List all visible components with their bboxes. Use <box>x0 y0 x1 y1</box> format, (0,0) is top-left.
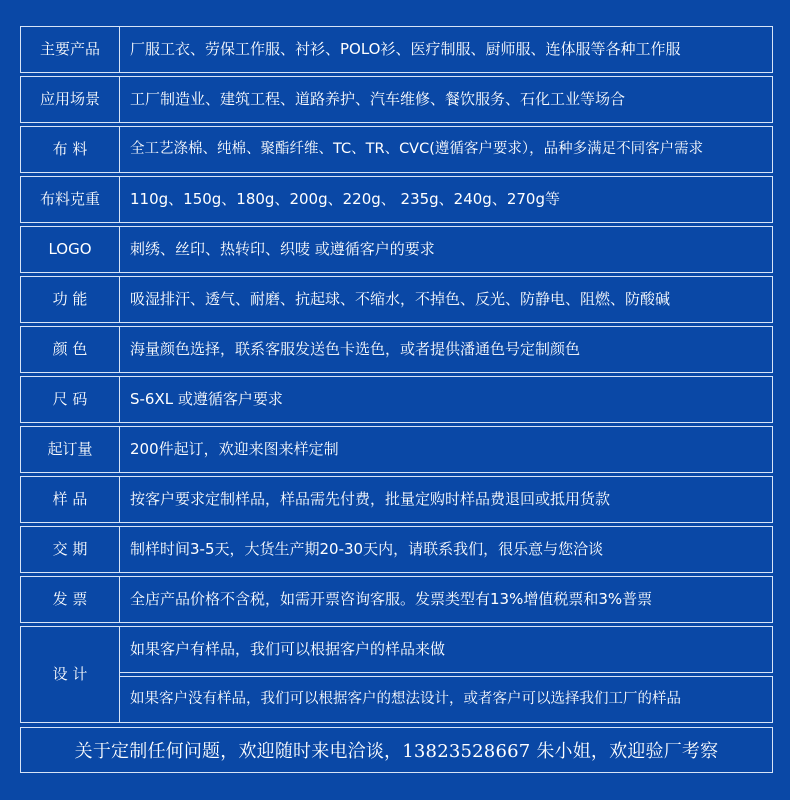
label-moq: 起订量 <box>20 426 120 473</box>
label-fabric-weight: 布料克重 <box>20 176 120 223</box>
label-size: 尺 码 <box>20 376 120 423</box>
value-size: S-6XL 或遵循客户要求 <box>119 376 773 423</box>
value-function: 吸湿排汗、透气、耐磨、抗起球、不缩水，不掉色、反光、防静电、阻燃、防酸碱 <box>119 276 773 323</box>
value-delivery: 制样时间3-5天，大货生产期20-30天内，请联系我们，很乐意与您洽谈 <box>119 526 773 573</box>
value-fabric-weight: 110g、150g、180g、200g、220g、 235g、240g、270g等 <box>119 176 773 223</box>
label-samples: 样 品 <box>20 476 120 523</box>
value-fabric: 全工艺涤棉、纯棉、聚酯纤维、TC、TR、CVC(遵循客户要求），品种多满足不同客户需求 <box>119 126 773 173</box>
label-fabric: 布 料 <box>20 126 120 173</box>
label-delivery: 交 期 <box>20 526 120 573</box>
contact-footer: 关于定制任何问题，欢迎随时来电洽谈，13823528667 朱小姐，欢迎验厂考察 <box>20 727 773 773</box>
value-main-products: 厂服工衣、劳保工作服、衬衫、POLO衫、医疗制服、厨师服、连体服等各种工作服 <box>119 26 773 73</box>
label-logo: LOGO <box>20 226 120 273</box>
label-main-products: 主要产品 <box>20 26 120 73</box>
value-design-line1: 如果客户有样品，我们可以根据客户的样品来做 <box>119 626 773 673</box>
label-color: 颜 色 <box>20 326 120 373</box>
value-moq: 200件起订，欢迎来图来样定制 <box>119 426 773 473</box>
value-design-line2: 如果客户没有样品，我们可以根据客户的想法设计，或者客户可以选择我们工厂的样品 <box>119 676 773 723</box>
label-invoice: 发 票 <box>20 576 120 623</box>
value-invoice: 全店产品价格不含税，如需开票咨询客服。发票类型有13%增值税票和3%普票 <box>119 576 773 623</box>
label-design: 设 计 <box>20 626 120 723</box>
value-samples: 按客户要求定制样品，样品需先付费，批量定购时样品费退回或抵用货款 <box>119 476 773 523</box>
value-logo: 刺绣、丝印、热转印、织唛 或遵循客户的要求 <box>119 226 773 273</box>
value-scenarios: 工厂制造业、建筑工程、道路养护、汽车维修、餐饮服务、石化工业等场合 <box>119 76 773 123</box>
label-function: 功 能 <box>20 276 120 323</box>
label-scenarios: 应用场景 <box>20 76 120 123</box>
value-color: 海量颜色选择，联系客服发送色卡选色，或者提供潘通色号定制颜色 <box>119 326 773 373</box>
